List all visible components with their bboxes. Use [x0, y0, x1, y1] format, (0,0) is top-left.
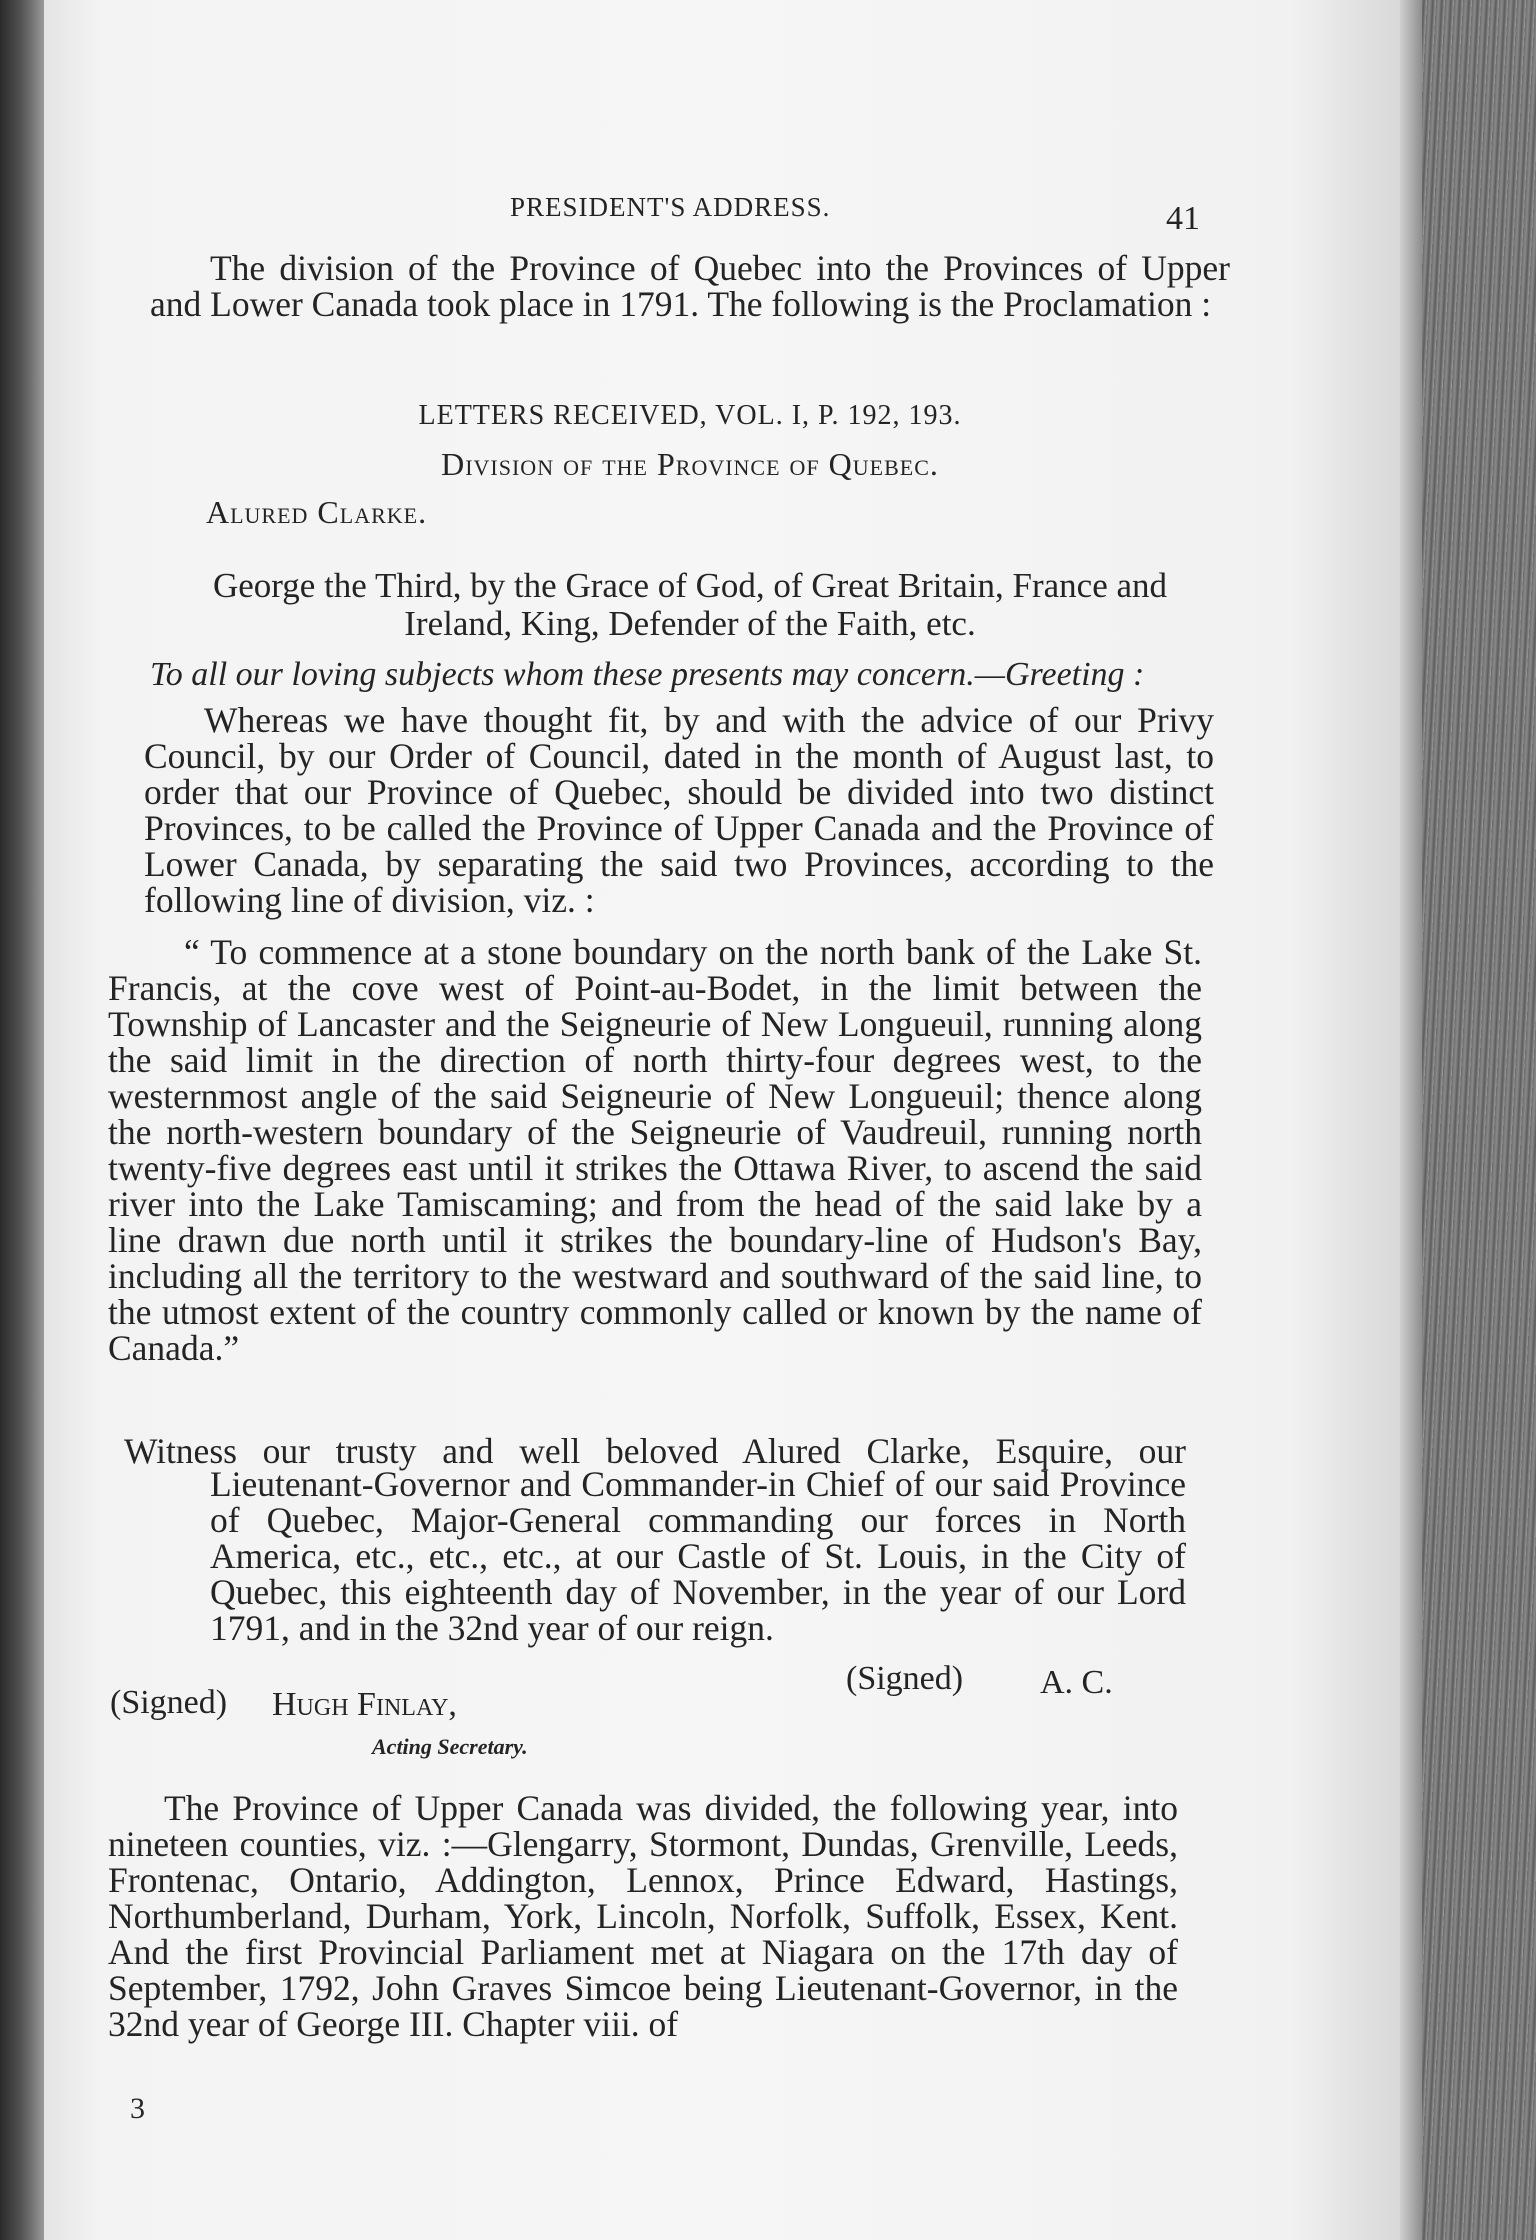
book-binding-left [0, 0, 44, 2240]
proclamation-heading: Division of the Province of Quebec. [441, 446, 939, 482]
sovereign-title-line1: George the Third, by the Grace of God, of Great Britain, France and [212, 566, 1168, 605]
source-reference: LETTERS RECEIVED, VOL. I, P. 192, 193. [418, 400, 962, 431]
page-number: 41 [1166, 200, 1200, 237]
running-head: PRESIDENT'S ADDRESS. [510, 192, 831, 222]
closing-paragraph: The Province of Upper Canada was divided, the following year, into nineteen counties, viz. :—Glengarry, Stormont, Dundas, Grenville, Leeds, Frontenac, Ontario, Addington, Lennox, Prince Edward, Hastings, Northumberland, Durham, York, Lincoln, Norfolk, Suffolk, Essex, Kent. And the first Provincial Parliament met at Niagara on the 17th day of September, 1792, John Graves Simcoe being Lieutenant-Governor, in the 32nd year of George III. Chapter viii. of [108, 1788, 1178, 2044]
witness-first-line: Witness our trusty and well beloved Alured Clarke, Esquire, our [124, 1431, 1186, 1471]
whereas-paragraph: Whereas we have thought fit, by and with the advice of our Privy Council, by our Order of Council, dated in the month of August last, to order that our Province of Quebec, should be divided into two distinct Provinces, to be called the Province of Upper Canada and the Province of Lower Canada, by separating the said two Provinces, according to the following line of division, viz. : [144, 700, 1214, 920]
secretary-name: Hugh Finlay, [272, 1686, 457, 1723]
boundary-description: “ To commence at a stone boundary on the north bank of the Lake St. Francis, at the cove west of Point-au-Bodet, in the limit between the Township of Lancaster and the Seigneurie of New Longueuil, running along the said limit in the direction of north thirty-four degrees west, to the westernmost angle of the said Seigneurie of New Longueuil; thence along the north-western boundary of the Seigneurie of Vaudreuil, running north twenty-five degrees east until it strikes the Ottawa River, to ascend the said river into the Lake Tamiscaming; and from the head of the said lake by a line drawn due north until it strikes the boundary-line of Hudson's Bay, including all the territory to the westward and southward of the said line, to the utmost extent of the country commonly called or known by the name of Canada.” [108, 932, 1202, 1368]
salutation: To all our loving subjects whom these presents may concern.—Greeting : [150, 656, 1145, 693]
signatory-initials: A. C. [1040, 1664, 1113, 1701]
intro-paragraph: The division of the Province of Quebec into the Provinces of Upper and Lower Canada took place in 1791. The following is the Proclamation : [150, 248, 1230, 324]
secretary-title: Acting Secretary. [372, 1734, 528, 1759]
signed-label-hf: (Signed) [110, 1684, 228, 1721]
witness-clause: Lieutenant-Governor and Commander-in Chief of our said Province of Quebec, Major-General commanding our forces in North America, etc., etc., etc., at our Castle of St. Louis, in the City of Quebec, this eighteenth day of November, in the year of our Lord 1791, and in the 32nd year of our reign. [210, 1464, 1186, 1648]
page-edge-shadow [1400, 0, 1422, 2240]
governor-name: Alured Clarke. [206, 494, 428, 530]
signature-mark: 3 [130, 2092, 145, 2125]
signed-label-ac: (Signed) [846, 1660, 964, 1697]
sovereign-title-line2: Ireland, King, Defender of the Faith, etc. [404, 604, 976, 643]
